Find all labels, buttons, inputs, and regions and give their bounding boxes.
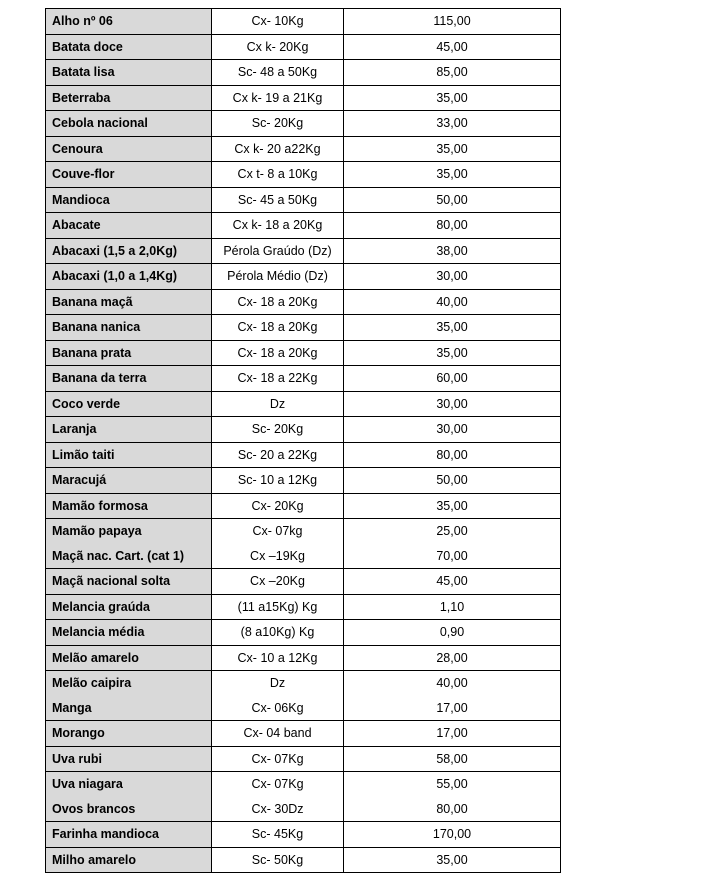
price-cell: 1,10: [344, 594, 561, 620]
packaging-cell: (8 a10Kg) Kg: [212, 620, 344, 646]
table-row: [46, 289, 561, 315]
table-row: [46, 822, 561, 848]
packaging-cell: Cx- 18 a 22Kg: [212, 366, 344, 392]
product-name-cell: Melancia graúda: [46, 594, 212, 620]
price-cell: 25,00: [344, 519, 561, 544]
product-name-cell: Cebola nacional: [46, 111, 212, 137]
table-row: [46, 519, 561, 544]
product-name-cell: Banana nanica: [46, 315, 212, 341]
price-cell: 55,00: [344, 772, 561, 797]
price-cell: 30,00: [344, 417, 561, 443]
table-row: [46, 468, 561, 494]
product-name-cell: Farinha mandioca: [46, 822, 212, 848]
price-cell: 17,00: [344, 721, 561, 747]
packaging-cell: Dz: [212, 671, 344, 696]
packaging-cell: Cx –19Kg: [212, 544, 344, 569]
price-cell: 17,00: [344, 696, 561, 721]
product-name-cell: Banana maçã: [46, 289, 212, 315]
table-row: [46, 442, 561, 468]
packaging-cell: Sc- 20 a 22Kg: [212, 442, 344, 468]
price-table: [45, 8, 561, 873]
table-row: [46, 696, 561, 721]
product-name-cell: Couve-flor: [46, 162, 212, 188]
table-row: [46, 238, 561, 264]
product-name-cell: Melancia média: [46, 620, 212, 646]
price-cell: 60,00: [344, 366, 561, 392]
price-cell: 45,00: [344, 569, 561, 595]
product-name-cell: Coco verde: [46, 391, 212, 417]
product-name-cell: Mamão papaya: [46, 519, 212, 544]
price-cell: 35,00: [344, 136, 561, 162]
price-cell: 35,00: [344, 493, 561, 519]
price-cell: 35,00: [344, 162, 561, 188]
price-cell: 85,00: [344, 60, 561, 86]
price-cell: 38,00: [344, 238, 561, 264]
packaging-cell: Cx t- 8 a 10Kg: [212, 162, 344, 188]
packaging-cell: Sc- 20Kg: [212, 417, 344, 443]
price-cell: 35,00: [344, 847, 561, 873]
packaging-cell: Sc- 48 a 50Kg: [212, 60, 344, 86]
product-name-cell: Abacaxi (1,0 a 1,4Kg): [46, 264, 212, 290]
price-cell: 33,00: [344, 111, 561, 137]
product-name-cell: Alho nº 06: [46, 9, 212, 35]
price-cell: 50,00: [344, 468, 561, 494]
price-cell: 35,00: [344, 85, 561, 111]
packaging-cell: Cx- 07Kg: [212, 746, 344, 772]
product-name-cell: Maçã nacional solta: [46, 569, 212, 595]
price-cell: 80,00: [344, 213, 561, 239]
product-name-cell: Uva niagara: [46, 772, 212, 797]
table-row: [46, 544, 561, 569]
packaging-cell: Cx- 18 a 20Kg: [212, 315, 344, 341]
table-row: [46, 620, 561, 646]
table-row: [46, 9, 561, 35]
table-row: [46, 187, 561, 213]
packaging-cell: Cx k- 18 a 20Kg: [212, 213, 344, 239]
price-cell: 40,00: [344, 289, 561, 315]
price-cell: 50,00: [344, 187, 561, 213]
product-name-cell: Morango: [46, 721, 212, 747]
table-row: [46, 772, 561, 797]
packaging-cell: Cx- 04 band: [212, 721, 344, 747]
packaging-cell: Cx- 10Kg: [212, 9, 344, 35]
table-row: [46, 366, 561, 392]
product-name-cell: Beterraba: [46, 85, 212, 111]
packaging-cell: Cx- 07Kg: [212, 772, 344, 797]
table-row: [46, 85, 561, 111]
price-cell: 30,00: [344, 264, 561, 290]
packaging-cell: Cx- 10 a 12Kg: [212, 645, 344, 671]
product-name-cell: Melão amarelo: [46, 645, 212, 671]
price-cell: 30,00: [344, 391, 561, 417]
price-cell: 58,00: [344, 746, 561, 772]
product-name-cell: Abacaxi (1,5 a 2,0Kg): [46, 238, 212, 264]
price-cell: 80,00: [344, 797, 561, 822]
table-row: [46, 594, 561, 620]
product-name-cell: Batata doce: [46, 34, 212, 60]
table-row: [46, 391, 561, 417]
product-name-cell: Uva rubi: [46, 746, 212, 772]
packaging-cell: Pérola Médio (Dz): [212, 264, 344, 290]
price-cell: 80,00: [344, 442, 561, 468]
packaging-cell: Sc- 45 a 50Kg: [212, 187, 344, 213]
table-row: [46, 797, 561, 822]
table-row: [46, 315, 561, 341]
packaging-cell: Cx- 18 a 20Kg: [212, 340, 344, 366]
table-row: [46, 34, 561, 60]
table-row: [46, 721, 561, 747]
packaging-cell: Cx –20Kg: [212, 569, 344, 595]
price-cell: 70,00: [344, 544, 561, 569]
price-cell: 45,00: [344, 34, 561, 60]
product-name-cell: Maracujá: [46, 468, 212, 494]
table-row: [46, 162, 561, 188]
product-name-cell: Manga: [46, 696, 212, 721]
price-cell: 115,00: [344, 9, 561, 35]
table-row: [46, 569, 561, 595]
product-name-cell: Maçã nac. Cart. (cat 1): [46, 544, 212, 569]
packaging-cell: Cx- 06Kg: [212, 696, 344, 721]
table-row: [46, 671, 561, 696]
price-cell: 35,00: [344, 315, 561, 341]
table-row: [46, 60, 561, 86]
table-row: [46, 417, 561, 443]
packaging-cell: Cx- 30Dz: [212, 797, 344, 822]
packaging-cell: Pérola Graúdo (Dz): [212, 238, 344, 264]
price-cell: 40,00: [344, 671, 561, 696]
product-name-cell: Limão taiti: [46, 442, 212, 468]
product-name-cell: Melão caipira: [46, 671, 212, 696]
price-cell: 35,00: [344, 340, 561, 366]
packaging-cell: (11 a15Kg) Kg: [212, 594, 344, 620]
price-cell: 170,00: [344, 822, 561, 848]
price-cell: 0,90: [344, 620, 561, 646]
packaging-cell: Cx- 20Kg: [212, 493, 344, 519]
price-cell: 28,00: [344, 645, 561, 671]
product-name-cell: Ovos brancos: [46, 797, 212, 822]
packaging-cell: Cx- 07kg: [212, 519, 344, 544]
product-name-cell: Laranja: [46, 417, 212, 443]
packaging-cell: Sc- 45Kg: [212, 822, 344, 848]
packaging-cell: Dz: [212, 391, 344, 417]
packaging-cell: Cx- 18 a 20Kg: [212, 289, 344, 315]
packaging-cell: Sc- 20Kg: [212, 111, 344, 137]
product-name-cell: Abacate: [46, 213, 212, 239]
product-name-cell: Banana da terra: [46, 366, 212, 392]
table-row: [46, 213, 561, 239]
product-name-cell: Batata lisa: [46, 60, 212, 86]
packaging-cell: Cx k- 19 a 21Kg: [212, 85, 344, 111]
packaging-cell: Cx k- 20 a22Kg: [212, 136, 344, 162]
product-name-cell: Mandioca: [46, 187, 212, 213]
table-row: [46, 136, 561, 162]
packaging-cell: Sc- 50Kg: [212, 847, 344, 873]
packaging-cell: Cx k- 20Kg: [212, 34, 344, 60]
table-row: [46, 746, 561, 772]
product-name-cell: Milho amarelo: [46, 847, 212, 873]
product-name-cell: Cenoura: [46, 136, 212, 162]
product-name-cell: Mamão formosa: [46, 493, 212, 519]
packaging-cell: Sc- 10 a 12Kg: [212, 468, 344, 494]
table-row: [46, 493, 561, 519]
price-table-body: [46, 9, 561, 873]
table-row: [46, 847, 561, 873]
table-row: [46, 111, 561, 137]
product-name-cell: Banana prata: [46, 340, 212, 366]
table-row: [46, 340, 561, 366]
table-row: [46, 645, 561, 671]
table-row: [46, 264, 561, 290]
